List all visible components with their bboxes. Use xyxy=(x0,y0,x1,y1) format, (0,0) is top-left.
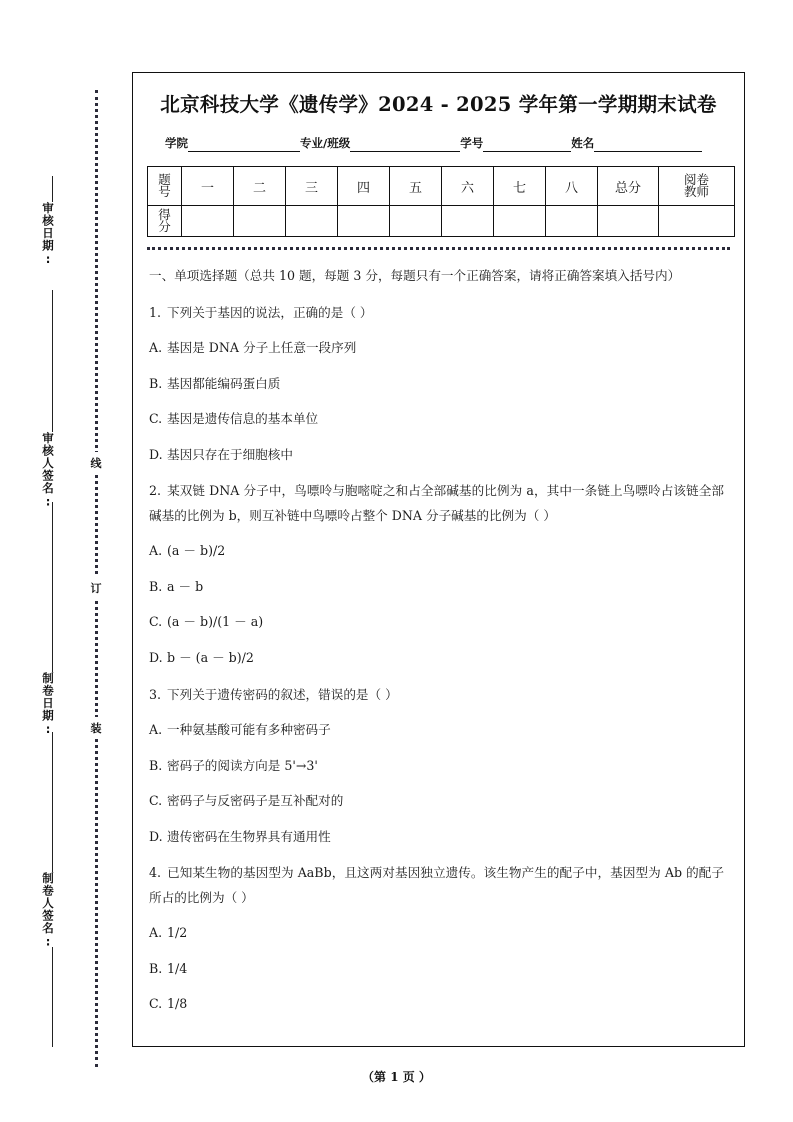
question-1-option-b-text: 基因都能编码蛋白质 xyxy=(167,375,281,391)
side-label-printer-signature: 制卷人签名: xyxy=(41,872,55,950)
question-2-option-c-key: C. xyxy=(149,614,163,630)
question-1-option-a-text: 基因是 DNA 分子上任意一段序列 xyxy=(167,340,357,356)
col-header-8: 八 xyxy=(546,167,598,206)
col-header-grading-teacher-char2: 教师 xyxy=(683,184,709,199)
col-header-grading-teacher xyxy=(659,167,735,206)
question-4-option-a-text: 1/2 xyxy=(167,925,188,941)
score-cell-3[interactable] xyxy=(286,206,338,237)
question-1-option-d[interactable] xyxy=(149,443,724,468)
side-divider-line-5 xyxy=(52,947,53,1047)
question-1-option-c-key: C. xyxy=(149,411,163,427)
question-3-option-a[interactable] xyxy=(149,718,724,743)
side-divider-line-1 xyxy=(52,176,53,202)
row-label-score-char2: 分 xyxy=(158,219,171,234)
question-3-stem xyxy=(149,683,724,708)
question-2-option-d-text: b － (a － b)/2 xyxy=(167,650,254,666)
side-label-review-date: 审核日期: xyxy=(41,202,55,267)
question-3-option-d-key: D. xyxy=(149,828,163,844)
score-cell-2[interactable] xyxy=(234,206,286,237)
side-label-reviewer-signature: 审核人签名: xyxy=(41,432,55,510)
side-divider-line-3 xyxy=(52,502,53,672)
question-1-option-a-key: A. xyxy=(149,340,163,356)
question-3-number: 3. xyxy=(149,686,162,702)
question-3-option-b-text: 密码子的阅读方向是 5'→3' xyxy=(167,757,318,773)
col-header-4: 四 xyxy=(338,167,390,206)
col-header-total: 总分 xyxy=(598,167,659,206)
score-cell-5[interactable] xyxy=(390,206,442,237)
question-3-option-c-key: C. xyxy=(149,793,163,809)
col-header-grading-teacher-char1: 阅卷 xyxy=(683,171,709,187)
section-separator xyxy=(147,247,730,250)
score-cell-8[interactable] xyxy=(546,206,598,237)
question-4-option-b-text: 1/4 xyxy=(167,960,188,976)
fold-mark-xian: 线 xyxy=(86,452,106,474)
field-college-blank[interactable] xyxy=(188,138,300,152)
score-cell-6[interactable] xyxy=(442,206,494,237)
question-1-option-b-key: B. xyxy=(149,375,163,391)
field-student-id-blank[interactable] xyxy=(483,138,571,152)
score-cell-grading-teacher[interactable] xyxy=(659,206,735,237)
question-1-number: 1. xyxy=(149,304,162,320)
side-label-print-date: 制卷日期: xyxy=(41,672,55,737)
question-2-option-b-text: a － b xyxy=(167,578,204,594)
question-2-option-d[interactable] xyxy=(149,646,724,671)
col-header-5: 五 xyxy=(390,167,442,206)
question-2-option-b[interactable] xyxy=(149,575,724,600)
side-divider-line-2 xyxy=(52,290,53,432)
question-3-option-b-key: B. xyxy=(149,757,163,773)
question-2-option-d-key: D. xyxy=(149,650,163,666)
question-1-option-d-key: D. xyxy=(149,446,163,462)
question-3-text: 下列关于遗传密码的叙述，错误的是（ ） xyxy=(167,686,398,702)
field-major-class[interactable] xyxy=(300,135,460,152)
table-row-question-numbers xyxy=(148,167,735,206)
col-header-7: 七 xyxy=(494,167,546,206)
question-2-option-a-key: A. xyxy=(149,543,163,559)
left-margin-annotations xyxy=(22,72,56,1047)
field-name-label: 姓名 xyxy=(571,136,595,150)
col-header-3: 三 xyxy=(286,167,338,206)
question-4-option-a-key: A. xyxy=(149,925,163,941)
field-college[interactable] xyxy=(165,135,300,152)
question-2-stem xyxy=(149,479,724,528)
page-number-footer: （第 1 页 ） xyxy=(362,1070,431,1084)
field-name-blank[interactable] xyxy=(594,138,702,152)
question-2-option-a-text: (a － b)/2 xyxy=(167,543,226,559)
student-info-row xyxy=(147,135,730,152)
question-1-option-c[interactable] xyxy=(149,407,724,432)
question-4-option-c-text: 1/8 xyxy=(167,996,188,1012)
question-4-option-c-key: C. xyxy=(149,996,163,1012)
table-row-scores xyxy=(148,206,735,237)
question-4-option-b-key: B. xyxy=(149,960,163,976)
score-table xyxy=(147,166,735,237)
question-2-option-a[interactable] xyxy=(149,539,724,564)
question-1-stem xyxy=(149,301,724,326)
question-4-number: 4. xyxy=(149,865,162,881)
row-label-score xyxy=(148,206,182,237)
row-label-score-char1: 得 xyxy=(158,206,171,222)
score-cell-4[interactable] xyxy=(338,206,390,237)
question-3-option-c[interactable] xyxy=(149,789,724,814)
question-1-option-c-text: 基因是遗传信息的基本单位 xyxy=(167,411,319,427)
question-1-option-a[interactable] xyxy=(149,336,724,361)
question-2-option-b-key: B. xyxy=(149,578,163,594)
fold-mark-zhuang: 装 xyxy=(86,717,106,739)
field-name[interactable] xyxy=(571,135,702,152)
question-4-option-a[interactable] xyxy=(149,921,724,946)
score-cell-1[interactable] xyxy=(182,206,234,237)
field-student-id-label: 学号 xyxy=(460,136,484,150)
question-3-option-a-text: 一种氨基酸可能有多种密码子 xyxy=(167,722,331,738)
row-label-question-no xyxy=(148,167,182,206)
question-4-text: 已知某生物的基因型为 AaBb，且这两对基因独立遗传。该生物产生的配子中，基因型为 Ab 的配子所占的比例为（ ） xyxy=(149,865,724,905)
field-major-class-label: 专业/班级 xyxy=(300,136,351,150)
question-3-option-a-key: A. xyxy=(149,722,163,738)
col-header-1: 一 xyxy=(182,167,234,206)
row-label-question-no-char2: 号 xyxy=(158,184,171,199)
question-1-text: 下列关于基因的说法，正确的是（ ） xyxy=(167,304,373,320)
question-2-text: 某双链 DNA 分子中，鸟嘌呤与胞嘧啶之和占全部碱基的比例为 a，其中一条链上鸟嘌呤占该链全部碱基的比例为 b，则互补链中鸟嘌呤占整个 DNA 分子碱基的比例为（ ） xyxy=(149,483,724,523)
score-cell-total[interactable] xyxy=(598,206,659,237)
section-heading: 一、单项选择题（总共 10 题，每题 3 分，每题只有一个正确答案，请将正确答案填入括号内） xyxy=(149,268,681,283)
question-3-option-d[interactable] xyxy=(149,825,724,850)
page-title: 北京科技大学《遗传学》2024 - 2025 学年第一学期期末试卷 xyxy=(160,93,717,116)
field-college-label: 学院 xyxy=(165,136,188,150)
question-4-stem xyxy=(149,861,724,910)
question-1-option-d-text: 基因只存在于细胞核中 xyxy=(167,446,293,462)
question-body xyxy=(147,264,730,1017)
question-3-option-c-text: 密码子与反密码子是互补配对的 xyxy=(167,793,344,809)
question-4-option-c[interactable] xyxy=(149,992,724,1017)
question-4-option-b[interactable] xyxy=(149,957,724,982)
field-student-id[interactable] xyxy=(460,135,571,152)
question-2-number: 2. xyxy=(149,483,162,499)
col-header-6: 六 xyxy=(442,167,494,206)
row-label-question-no-char1: 题 xyxy=(158,171,171,187)
col-header-2: 二 xyxy=(234,167,286,206)
score-cell-7[interactable] xyxy=(494,206,546,237)
question-2-option-c[interactable] xyxy=(149,610,724,635)
side-divider-line-4 xyxy=(52,732,53,872)
question-3-option-d-text: 遗传密码在生物界具有通用性 xyxy=(167,828,331,844)
question-1-option-b[interactable] xyxy=(149,372,724,397)
question-3-option-b[interactable] xyxy=(149,754,724,779)
field-major-class-blank[interactable] xyxy=(350,138,460,152)
question-2-option-c-text: (a － b)/(1 － a) xyxy=(167,614,264,630)
exam-paper-frame xyxy=(132,72,745,1047)
fold-mark-ding: 订 xyxy=(86,577,106,599)
